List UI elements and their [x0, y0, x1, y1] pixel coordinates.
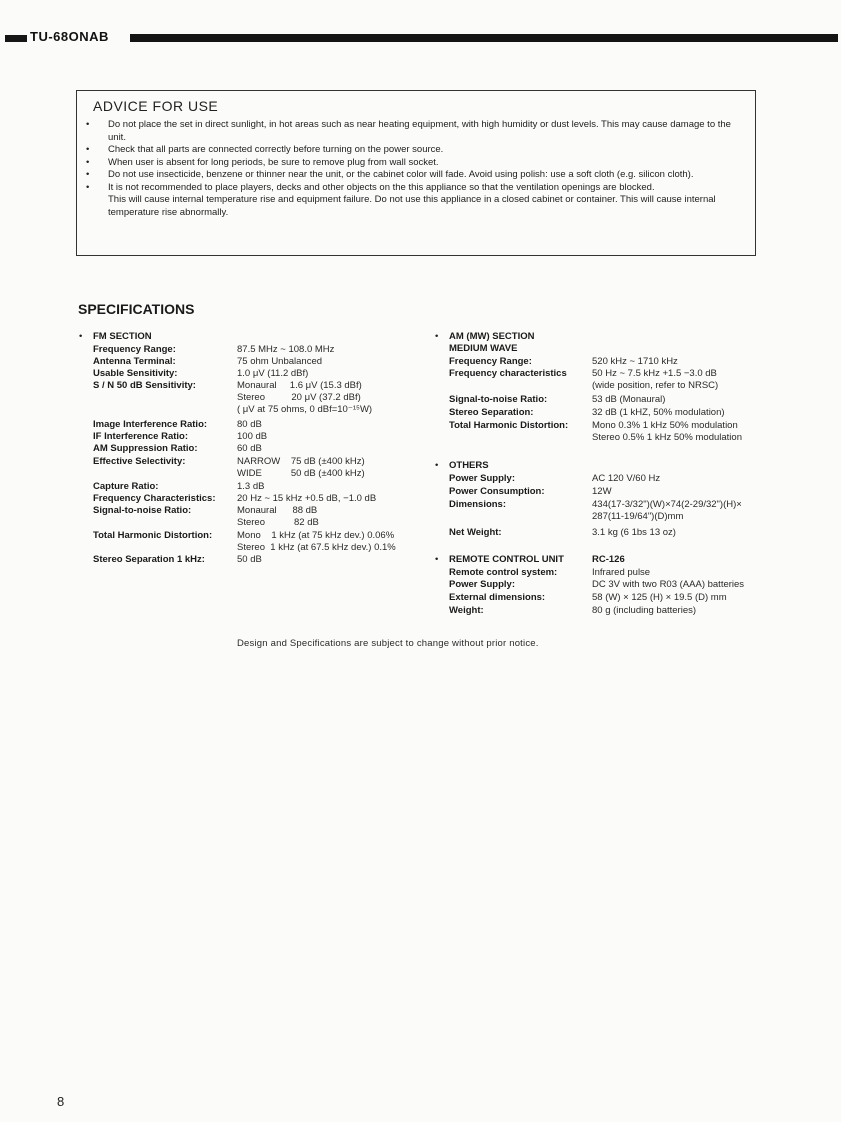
remote-power-label: Power Supply:: [449, 579, 515, 590]
am-stereo-separation-label: Stereo Separation:: [449, 407, 534, 418]
remote-section-heading: REMOTE CONTROL UNIT: [449, 554, 564, 565]
fm-frequency-range-value: 87.5 MHz ~ 108.0 MHz: [237, 344, 335, 355]
fm-capture-ratio-label: Capture Ratio:: [93, 481, 159, 492]
fm-if-interference-value: 100 dB: [237, 431, 268, 442]
am-frequency-range-label: Frequency Range:: [449, 356, 532, 367]
fm-antenna-value: 75 ohm Unbalanced: [237, 356, 323, 367]
fm-sn50-mono: Monaural 1.6 μV (15.3 dBf): [237, 380, 362, 391]
am-thd-label: Total Harmonic Distortion:: [449, 420, 569, 431]
fm-selectivity-wide: WIDE 50 dB (±400 kHz): [237, 468, 365, 479]
fm-am-suppression-value: 60 dB: [237, 443, 262, 454]
header-lead-bar: [5, 35, 27, 42]
am-snr-label: Signal-to-noise Ratio:: [449, 394, 548, 405]
others-dimensions-value-1: 434(17-3/32")(W)×74(2-29/32")(H)×: [592, 499, 742, 510]
remote-weight-value: 80 g (including batteries): [592, 605, 697, 616]
bullet-icon: •: [86, 169, 90, 180]
others-power-supply-label: Power Supply:: [449, 473, 515, 484]
advice-item-text: Check that all parts are connected correctly before turning on the power source.: [108, 144, 444, 155]
advice-box: [76, 90, 756, 256]
am-snr-value: 53 dB (Monaural): [592, 394, 666, 405]
fm-image-interference-value: 80 dB: [237, 419, 262, 430]
fm-snr-label: Signal-to-noise Ratio:: [93, 505, 192, 516]
advice-item: [86, 144, 746, 157]
others-net-weight-label: Net Weight:: [449, 527, 502, 538]
advice-item-text: Do not use insecticide, benzene or thinner near the unit, or the cabinet color will fade. Avoid using polish: use a soft cloth (e.g. silicon cloth).: [108, 169, 694, 180]
remote-dimensions-label: External dimensions:: [449, 592, 546, 603]
fm-stereo-separation-label: Stereo Separation 1 kHz:: [93, 554, 205, 565]
fm-am-suppression-label: AM Suppression Ratio:: [93, 443, 198, 454]
advice-item-text: Do not place the set in direct sunlight, in hot areas such as near heating equipment, with high humidity or dust levels. This may cause damage to the unit.: [108, 119, 731, 143]
fm-snr-mono: Monaural 88 dB: [237, 505, 318, 516]
others-dimensions-value-2: 287(11-19/64")(D)mm: [592, 511, 684, 522]
others-section-heading: OTHERS: [449, 460, 489, 471]
fm-selectivity-narrow: NARROW 75 dB (±400 kHz): [237, 456, 365, 467]
am-frequency-characteristics-label: Frequency characteristics: [449, 368, 567, 379]
advice-item: [86, 169, 746, 182]
fm-antenna-label: Antenna Terminal:: [93, 356, 176, 367]
fm-sn50-note: ( μV at 75 ohms, 0 dBf=10⁻¹⁵W): [237, 404, 373, 415]
others-power-consumption-value: 12W: [592, 486, 612, 497]
advice-note: This will cause internal temperature rise and equipment failure. Do not use this appliance in a closed cabinet or container. This will cause internal temperature rise abnormally.: [108, 194, 716, 218]
fm-sn50-stereo: Stereo 20 μV (37.2 dBf): [237, 392, 361, 403]
fm-image-interference-label: Image Interference Ratio:: [93, 419, 208, 430]
specifications-title: SPECIFICATIONS: [78, 301, 195, 317]
remote-weight-label: Weight:: [449, 605, 484, 616]
am-subsection-heading: MEDIUM WAVE: [449, 343, 518, 354]
fm-frequency-characteristics-value: 20 Hz ~ 15 kHz +0.5 dB, −1.0 dB: [237, 493, 377, 504]
fm-capture-ratio-value: 1.3 dB: [237, 481, 265, 492]
fm-usable-sensitivity-label: Usable Sensitivity:: [93, 368, 178, 379]
model-name: TU-68ONAB: [30, 29, 109, 44]
others-power-supply-value: AC 120 V/60 Hz: [592, 473, 661, 484]
fm-selectivity-label: Effective Selectivity:: [93, 456, 186, 467]
advice-item-text: When user is absent for long periods, be sure to remove plug from wall socket.: [108, 156, 439, 168]
others-net-weight-value: 3.1 kg (6 1bs 13 oz): [592, 527, 676, 538]
bullet-icon: •: [435, 460, 439, 471]
fm-sn50-label: S / N 50 dB Sensitivity:: [93, 380, 196, 391]
fm-thd-stereo: Stereo 1 kHz (at 67.5 kHz dev.) 0.1%: [237, 542, 396, 553]
remote-model: RC-126: [592, 554, 625, 565]
remote-power-value: DC 3V with two R03 (AAA) batteries: [592, 579, 745, 590]
fm-usable-sensitivity-value: 1.0 μV (11.2 dBf): [237, 368, 309, 379]
am-frequency-characteristics-value: 50 Hz ~ 7.5 kHz +1.5 −3.0 dB: [592, 368, 717, 379]
am-thd-mono: Mono 0.3% 1 kHz 50% modulation: [592, 420, 738, 431]
fm-thd-label: Total Harmonic Distortion:: [93, 530, 213, 541]
advice-item-text: It is not recommended to place players, decks and other objects on the this appliance so that the ventilation openings are blocked.: [108, 181, 655, 193]
design-change-notice: Design and Specifications are subject to change without prior notice.: [237, 638, 539, 649]
am-frequency-characteristics-note: (wide position, refer to NRSC): [592, 380, 719, 391]
advice-item: [86, 182, 746, 220]
page-header: [0, 29, 841, 44]
bullet-icon: •: [79, 331, 83, 342]
am-stereo-separation-value: 32 dB (1 kHZ, 50% modulation): [592, 407, 725, 418]
fm-frequency-characteristics-label: Frequency Characteristics:: [93, 493, 216, 504]
advice-title: ADVICE FOR USE: [93, 98, 219, 114]
bullet-icon: •: [86, 156, 90, 168]
page-number: 8: [57, 1094, 65, 1109]
remote-system-value: Infrared pulse: [592, 567, 651, 578]
fm-stereo-separation-value: 50 dB: [237, 554, 262, 565]
advice-item: [86, 119, 746, 144]
others-dimensions-label: Dimensions:: [449, 499, 507, 510]
bullet-icon: •: [435, 554, 439, 565]
bullet-icon: •: [86, 144, 90, 155]
am-frequency-range-value: 520 kHz ~ 1710 kHz: [592, 356, 678, 367]
bullet-icon: •: [435, 331, 439, 342]
others-power-consumption-label: Power Consumption:: [449, 486, 545, 497]
advice-list: [86, 119, 746, 219]
fm-if-interference-label: IF Interference Ratio:: [93, 431, 189, 442]
am-thd-stereo: Stereo 0.5% 1 kHz 50% modulation: [592, 432, 742, 443]
remote-dimensions-value: 58 (W) × 125 (H) × 19.5 (D) mm: [592, 592, 727, 603]
advice-item: [86, 157, 746, 170]
bullet-icon: •: [86, 119, 90, 130]
bullet-icon: •: [86, 181, 90, 193]
fm-thd-mono: Mono 1 kHz (at 75 kHz dev.) 0.06%: [237, 530, 395, 541]
fm-section-heading: FM SECTION: [93, 331, 152, 342]
fm-snr-stereo: Stereo 82 dB: [237, 517, 319, 528]
fm-frequency-range-label: Frequency Range:: [93, 344, 176, 355]
header-rule: [130, 34, 838, 42]
am-section-heading: AM (MW) SECTION: [449, 331, 535, 342]
remote-system-label: Remote control system:: [449, 567, 558, 578]
